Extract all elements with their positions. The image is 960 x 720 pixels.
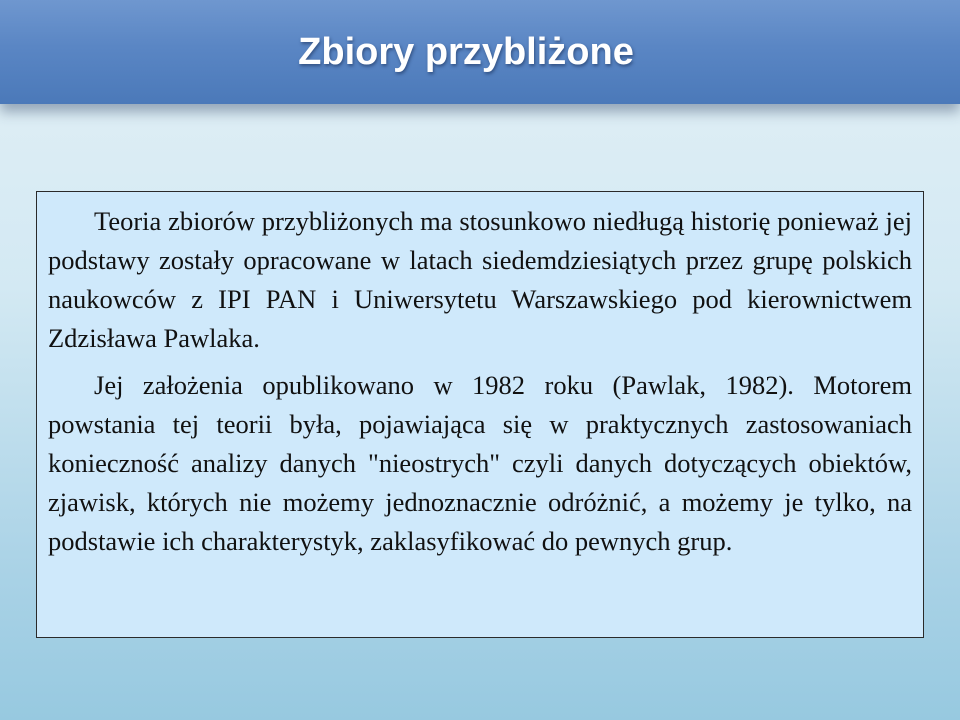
paragraph-2: Jej założenia opublikowano w 1982 roku (Pawlak, 1982). Motorem powstania tej teorii była, pojawiająca się w praktycznych zastosowaniach konieczność analizy danych "nieostrych" czyli danych dotyczących obiektów, zjawisk, których nie możemy jednoznacznie odróżnić, a możemy je tylko, na podstawie ich charakterystyk, zaklasyfikować do pewnych grup. bbox=[48, 370, 912, 556]
title-banner bbox=[0, 0, 960, 104]
content-text-box bbox=[36, 191, 924, 638]
slide-title: Zbiory przybliżone bbox=[298, 31, 634, 73]
paragraph-1: Teoria zbiorów przybliżonych ma stosunkowo niedługą historię ponieważ jej podstawy zostały opracowane w latach siedemdziesiątych przez grupę polskich naukowców z IPI PAN i Uniwersytetu Warszawskiego pod kierownictwem Zdzisława Pawlaka. bbox=[48, 206, 912, 353]
